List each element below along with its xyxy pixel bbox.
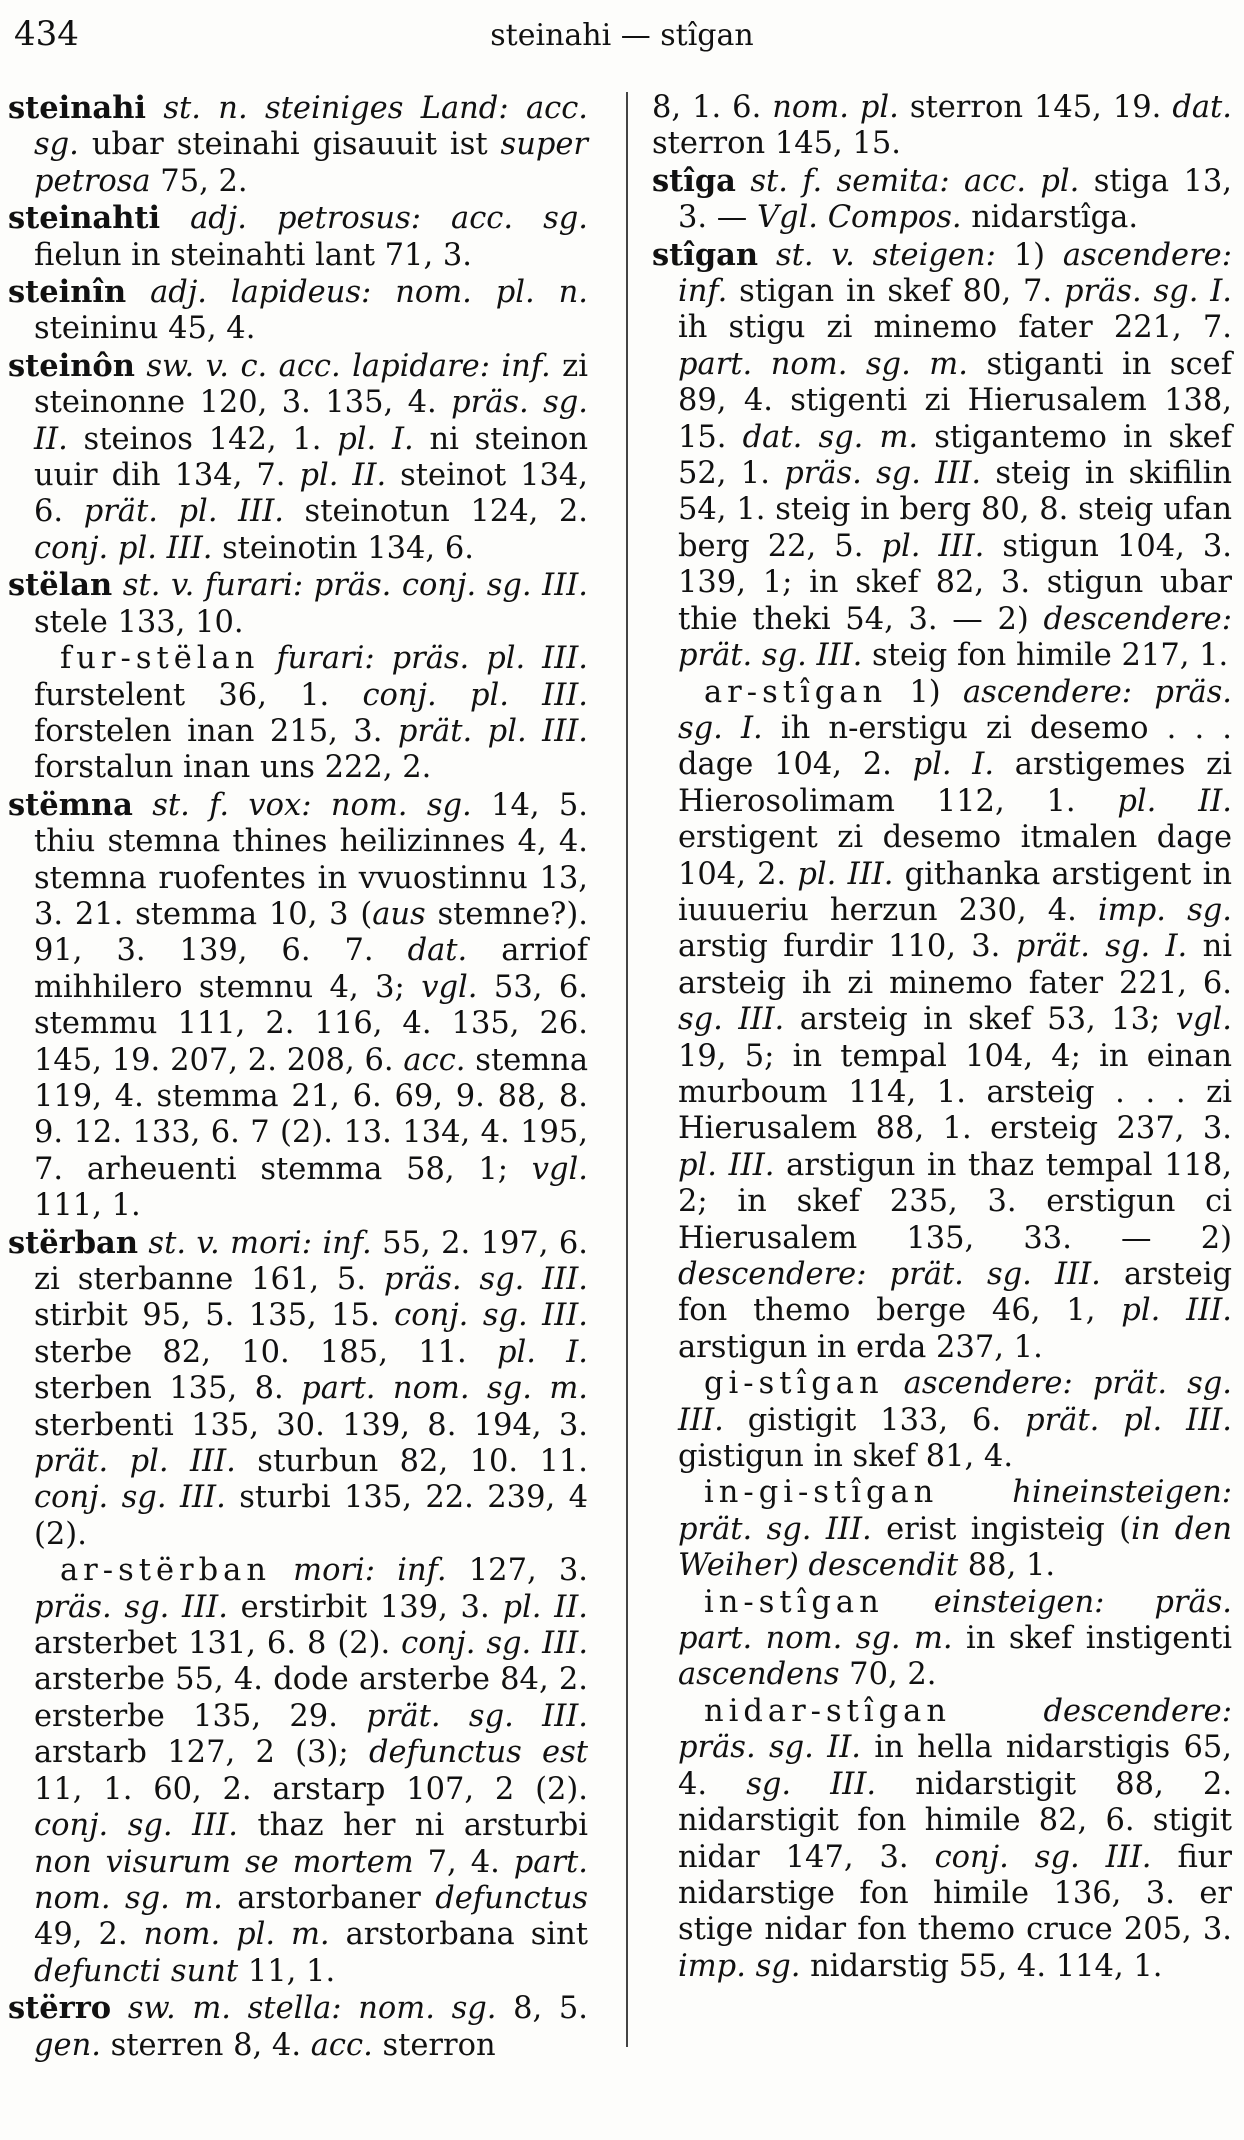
- entry-text: ni steinon uuir dih 134, 7.: [34, 421, 588, 494]
- entry-text: sterron 145, 15.: [652, 126, 901, 162]
- entry-text: 111, 1.: [34, 1188, 141, 1224]
- entry-text: 75, 2.: [150, 163, 248, 199]
- entry-text: arriof mihhilero stemnu 4, 3;: [34, 933, 588, 1005]
- entry-text: einsteigen: präs. part. nom. sg. m.: [678, 1584, 1232, 1657]
- entry-text: defunctus est: [368, 1735, 588, 1771]
- entry-text: sturbi 135, 22. 239, 4 (2).: [34, 1480, 588, 1552]
- entry-fur-stelan: [8, 641, 588, 787]
- headword: stîgan: [652, 236, 759, 273]
- compound-headword: in-gi-stîgan: [704, 1475, 939, 1511]
- entry-text: st. f. semita: acc. pl.: [750, 163, 1080, 199]
- entry-text: präs. sg. III.: [784, 456, 982, 492]
- entry-text: steig fon himile 217, 1.: [862, 638, 1229, 674]
- entry-text: descendere: prät. sg. III.: [678, 1257, 1101, 1292]
- entry-text: [259, 641, 276, 676]
- entry-text: part. nom. sg. m.: [301, 1371, 588, 1407]
- entry-text: nom. pl.: [772, 90, 899, 125]
- entry-text: [146, 91, 163, 126]
- entry-text: 11, 1.: [238, 1953, 336, 1989]
- entry-text: 14, 5. thiu stemna thines heilizinnes 4, 4. stemna ruofentes in vvuostinnu 13, 3. 21. stemma 10, 3 (: [34, 787, 588, 932]
- entry-text: prät. sg. III.: [366, 1698, 588, 1734]
- headword: stîga: [652, 162, 736, 199]
- headword: steinôn: [8, 347, 135, 384]
- entry-text: 19, 5; in tempal 104, 4; in einan murboum 114, 1. arsteig . . . zi Hierusalem 88, 1. ersteig 237, 3.: [678, 1038, 1232, 1147]
- entry-text: conj. sg. III.: [934, 1839, 1152, 1875]
- entry-text: steininu 45, 4.: [34, 311, 256, 347]
- entry-text: sw. m. stella: nom. sg.: [127, 1991, 497, 2027]
- entry-text: ascendere: inf.: [678, 237, 1232, 310]
- entry-text: erist ingisteig (: [871, 1511, 1131, 1547]
- entry-text: arstigemes zi Hierosolimam 112, 1.: [678, 747, 1232, 819]
- entry-text: aus: [372, 896, 426, 932]
- entry-text: stiga 13, 3. —: [678, 163, 1232, 236]
- entry-text: pl. I.: [496, 1334, 588, 1370]
- headword: stërban: [8, 1224, 138, 1261]
- compound-headword: in-stîgan: [704, 1584, 884, 1620]
- entry-text: [133, 788, 152, 823]
- entry-text: ascendens: [678, 1657, 840, 1693]
- entry-text: sterbenti 135, 30. 139, 8. 194, 3.: [34, 1407, 588, 1443]
- entry-in-gi-stigan: [652, 1475, 1232, 1584]
- entry-text: steinos 142, 1.: [67, 421, 338, 457]
- entry-text: 55, 2. 197, 6. zi sterbanne 161, 5.: [34, 1225, 588, 1297]
- entry-text: conj. sg. III.: [394, 1298, 589, 1334]
- entry-sterro: [8, 1990, 588, 2064]
- entry-text: 88, 1.: [958, 1548, 1056, 1584]
- entry-text: ni arsteig ih zi minemo fater 221, 6.: [678, 929, 1232, 1001]
- entry-text: arsteig in skef 53, 13;: [784, 1002, 1176, 1038]
- entry-text: st. n. steiniges Land: acc. sg.: [34, 91, 588, 163]
- entry-text: acc.: [403, 1042, 466, 1078]
- entry-text: 8, 1. 6.: [652, 90, 773, 125]
- entry-text: descendere: prät. sg. III.: [678, 601, 1232, 674]
- entry-text: arsterbet 131, 6. 8 (2).: [34, 1626, 402, 1662]
- entry-text: 127, 3.: [446, 1553, 588, 1589]
- entry-text: sterren 8, 4.: [100, 2027, 311, 2063]
- page-number: 434: [14, 14, 79, 54]
- entry-text: pl. I.: [337, 421, 414, 457]
- entry-text: ubar steinahi gisauuit ist: [78, 127, 501, 163]
- entry-text: sg. III.: [746, 1766, 877, 1802]
- entry-text: forstalun inan uns 222, 2.: [34, 750, 432, 786]
- entry-text: nidarstig 55, 4. 114, 1.: [800, 1948, 1163, 1984]
- entry-text: präs. sg. III.: [383, 1262, 588, 1297]
- entry-text: conj. sg. III.: [401, 1626, 589, 1662]
- entry-text: gistigit 133, 6.: [723, 1402, 1026, 1438]
- entry-text: steinot 134, 6.: [34, 458, 588, 530]
- entry-text: 53, 6. stemmu 111, 2. 116, 4. 135, 26. 145, 19. 207, 2. 208, 6.: [34, 969, 588, 1078]
- entry-text: 8, 5.: [496, 1991, 588, 2027]
- headword: steinîn: [8, 274, 127, 311]
- page-header: [0, 14, 1244, 64]
- entry-steinahti: [8, 200, 588, 274]
- headword: steinahti: [8, 200, 161, 237]
- entry-text: furstelent 36, 1.: [34, 677, 363, 713]
- entry-text: stemna 119, 4. stemma 21, 6. 69, 9. 88, 8. 9. 12. 133, 6. 7 (2). 13. 134, 4. 195, 7. arheuenti stemma 58, 1;: [34, 1042, 589, 1187]
- entry-text: st. v. steigen:: [776, 237, 996, 273]
- entry-text: in skef instigenti: [952, 1621, 1232, 1657]
- entry-text: prät. pl. III.: [1025, 1402, 1232, 1438]
- entry-text: sw. v. c. acc. lapidare: inf.: [146, 348, 551, 384]
- entry-text: [138, 1226, 148, 1261]
- entry-text: präs. sg. I.: [1064, 274, 1233, 310]
- entry-ar-sterban: [8, 1553, 588, 1990]
- entry-text: arsteig fon themo berge 46, 1,: [678, 1257, 1232, 1329]
- entry-text: hineinsteigen: prät. sg. III.: [678, 1475, 1232, 1547]
- entry-text: präs. sg. III.: [34, 1589, 228, 1625]
- entry-text: conj. pl. III.: [34, 530, 213, 566]
- entry-text: sterron: [372, 2027, 496, 2063]
- entry-in-stigan: [652, 1585, 1232, 1694]
- entry-text: pl. III.: [678, 1147, 775, 1183]
- entry-nidar-stigan: [652, 1694, 1232, 1985]
- entry-text: [758, 238, 776, 273]
- entry-text: sterben 135, 8.: [34, 1371, 302, 1407]
- entry-text: stemne?). 91, 3. 139, 6. 7.: [34, 896, 589, 969]
- entry-text: sterron 145, 19.: [898, 90, 1173, 125]
- entry-steinon: [8, 348, 588, 567]
- entry-text: [271, 1553, 293, 1588]
- entry-text: vgl.: [421, 969, 478, 1005]
- entry-text: nidarstigit 88, 2. nidarstigit fon himile 82, 6. stigit nidar 147, 3.: [678, 1766, 1233, 1875]
- entry-text: st. v. furari: präs. conj. sg. III.: [122, 568, 588, 604]
- entry-text: [951, 1694, 1044, 1729]
- entry-text: sterbe 82, 10. 185, 11.: [34, 1334, 497, 1370]
- entry-text: thaz her ni arsturbi: [237, 1808, 588, 1844]
- entry-text: defunctus: [435, 1880, 588, 1916]
- entry-text: arstorbaner: [222, 1880, 436, 1916]
- entry-text: [160, 201, 190, 236]
- entry-text: st. f. vox: nom. sg.: [152, 787, 472, 823]
- entry-sterro-cont: [652, 90, 1232, 163]
- entry-text: arstigun in erda 237, 1.: [678, 1329, 1043, 1365]
- entry-text: 70, 2.: [839, 1657, 937, 1693]
- compound-headword: ar-stîgan: [704, 674, 888, 710]
- entry-text: stigantemo in skef 52, 1.: [678, 419, 1232, 492]
- entry-text: stele 133, 10.: [34, 604, 244, 640]
- entry-text: stigun 104, 3. 139, 1; in skef 82, 3. stigun ubar thie theki 54, 3. — 2): [678, 528, 1232, 637]
- entry-text: [938, 1475, 1012, 1510]
- entry-gi-stigan: [652, 1366, 1232, 1475]
- entry-text: prät. pl. III.: [83, 494, 284, 530]
- entry-text: [126, 275, 150, 310]
- entry-text: Vgl. Compos.: [757, 200, 962, 236]
- entry-text: zi steinonne 120, 3. 135, 4.: [34, 348, 588, 421]
- entry-text: adj. lapideus: nom. pl. n.: [150, 275, 588, 311]
- entry-text: nom. pl. m.: [143, 1917, 330, 1953]
- entry-text: st. v. mori: inf.: [148, 1225, 372, 1261]
- entry-steinahi: [8, 90, 588, 200]
- entry-text: gistigun in skef 81, 4.: [678, 1439, 1014, 1475]
- headword: stëlan: [8, 567, 113, 604]
- compound-headword: gi-stîgan: [704, 1366, 884, 1402]
- entry-text: präs. sg. II.: [34, 385, 589, 457]
- entry-text: prät. sg. I.: [1015, 929, 1188, 965]
- entry-text: imp. sg.: [1098, 892, 1232, 928]
- entry-text: arstigun in thaz tempal 118, 2; in skef 235, 3. erstigun ci Hierusalem 135, 33. — 2): [678, 1147, 1232, 1256]
- entry-text: [736, 164, 750, 199]
- entry-text: pl. III.: [1121, 1293, 1232, 1329]
- entry-text: sturbun 82, 10. 11.: [235, 1444, 588, 1480]
- compound-headword: ar-stërban: [60, 1553, 271, 1589]
- entry-text: arstig furdir 110, 3.: [678, 929, 1016, 965]
- entry-text: stigan in skef 80, 7.: [727, 274, 1065, 310]
- entry-text: pl. III.: [881, 528, 985, 564]
- entry-text: steinotin 134, 6.: [212, 530, 474, 566]
- entry-text: dat. sg. m.: [742, 419, 919, 455]
- entry-text: steinotun 124, 2.: [283, 494, 589, 530]
- entry-stelan: [8, 567, 588, 641]
- entry-text: adj. petrosus: acc. sg.: [190, 201, 588, 237]
- entry-text: pl. II.: [299, 458, 387, 494]
- entry-text: pl. I.: [912, 747, 995, 783]
- entry-text: steig in skifilin 54, 1. steig in berg 80, 8. steig ufan berg 22, 5.: [678, 456, 1232, 564]
- entry-text: 49, 2.: [34, 1917, 144, 1953]
- entry-text: 11, 1. 60, 2. arstarp 107, 2 (2).: [34, 1771, 588, 1807]
- entry-text: furari: präs. pl. III.: [276, 641, 588, 677]
- entry-text: [884, 1366, 904, 1401]
- entry-text: in den Weiher) descendit: [678, 1511, 1233, 1584]
- headword: stërro: [8, 1990, 112, 2027]
- right-column: [652, 90, 1232, 1985]
- entry-ar-stigan: [652, 675, 1232, 1367]
- entry-text: forstelen inan 215, 3.: [34, 713, 398, 749]
- column-divider: [626, 92, 628, 2047]
- entry-text: pl. II.: [502, 1589, 588, 1625]
- entry-text: acc.: [310, 2027, 373, 2063]
- running-head: steinahi — stîgan: [490, 18, 754, 53]
- entry-sterban: [8, 1225, 588, 1554]
- entry-text: gen.: [34, 2027, 101, 2063]
- entry-text: dat.: [407, 933, 468, 969]
- entry-text: [135, 349, 146, 384]
- entry-text: erstirbit 139, 3.: [227, 1589, 503, 1625]
- entry-text: part. nom. sg. m.: [678, 346, 968, 382]
- entry-text: githanka arstigent in iuuueriu herzun 230, 4.: [678, 856, 1232, 928]
- entry-stiga: [652, 163, 1232, 237]
- entry-text: arstarb 127, 2 (3);: [34, 1735, 369, 1771]
- entry-text: arstorbana sint: [329, 1917, 588, 1953]
- entry-text: conj. sg. III.: [34, 1808, 238, 1844]
- entry-text: conj. pl. III.: [362, 677, 588, 713]
- left-column: [8, 90, 588, 2064]
- entry-text: part. nom. sg. m.: [34, 1844, 588, 1916]
- headword: stëmna: [8, 786, 133, 823]
- entry-text: sg. III.: [678, 1002, 785, 1038]
- entry-text: nidarstîga.: [961, 200, 1139, 236]
- entry-stemna: [8, 787, 588, 1225]
- entry-text: 7, 4.: [413, 1844, 514, 1880]
- compound-headword: nidar-stîgan: [704, 1693, 952, 1729]
- entry-text: stiganti in scef 89, 4. stigenti zi Hierusalem 138, 15.: [678, 346, 1232, 455]
- entry-text: ascendere: präs. sg. I.: [678, 674, 1232, 746]
- entry-text: 1): [995, 237, 1063, 273]
- entry-text: non visurum se mortem: [34, 1844, 414, 1880]
- entry-text: pl. III.: [797, 856, 894, 892]
- entry-text: fiur nidarstige fon himile 136, 3. er stige nidar fon themo cruce 205, 3.: [678, 1839, 1233, 1948]
- headword: steinahi: [8, 90, 146, 126]
- entry-text: 1): [887, 674, 963, 710]
- entry-text: [884, 1585, 934, 1620]
- entry-text: mori: inf.: [293, 1553, 447, 1589]
- entry-text: fielun in steinahti lant 71, 3.: [34, 237, 472, 273]
- entry-text: super petrosa: [34, 127, 588, 199]
- entry-text: erstigent zi desemo itmalen dage 104, 2.: [678, 820, 1232, 892]
- entry-steinin: [8, 274, 588, 348]
- entry-text: conj. sg. III.: [34, 1480, 226, 1516]
- entry-stigan: [652, 237, 1232, 675]
- entry-text: descendere: präs. sg. II.: [678, 1693, 1232, 1766]
- entry-text: pl. II.: [1117, 783, 1232, 819]
- entry-text: ascendere: prät. sg. III.: [678, 1366, 1232, 1438]
- entry-text: prät. pl. III.: [34, 1444, 236, 1480]
- entry-text: vgl.: [1175, 1002, 1233, 1038]
- entry-text: [111, 1991, 128, 2026]
- entry-text: arsterbe 55, 4. dode arsterbe 84, 2. ersterbe 135, 29.: [34, 1662, 588, 1734]
- entry-text: [112, 568, 123, 603]
- entry-text: imp. sg.: [678, 1948, 801, 1984]
- entry-text: prät. pl. III.: [397, 713, 588, 749]
- entry-text: defuncti sunt: [34, 1953, 239, 1989]
- entry-text: in hella nidarstigis 65, 4.: [678, 1730, 1232, 1802]
- entry-text: dat.: [1172, 90, 1233, 125]
- entry-text: ih n-erstigu zi desemo . . . dage 104, 2.: [678, 710, 1232, 783]
- entry-text: ih stigu zi minemo fater 221, 7.: [678, 310, 1232, 346]
- entry-text: stirbit 95, 5. 135, 15.: [34, 1298, 395, 1334]
- compound-headword: fur-stëlan: [60, 641, 260, 677]
- entry-text: vgl.: [531, 1151, 588, 1187]
